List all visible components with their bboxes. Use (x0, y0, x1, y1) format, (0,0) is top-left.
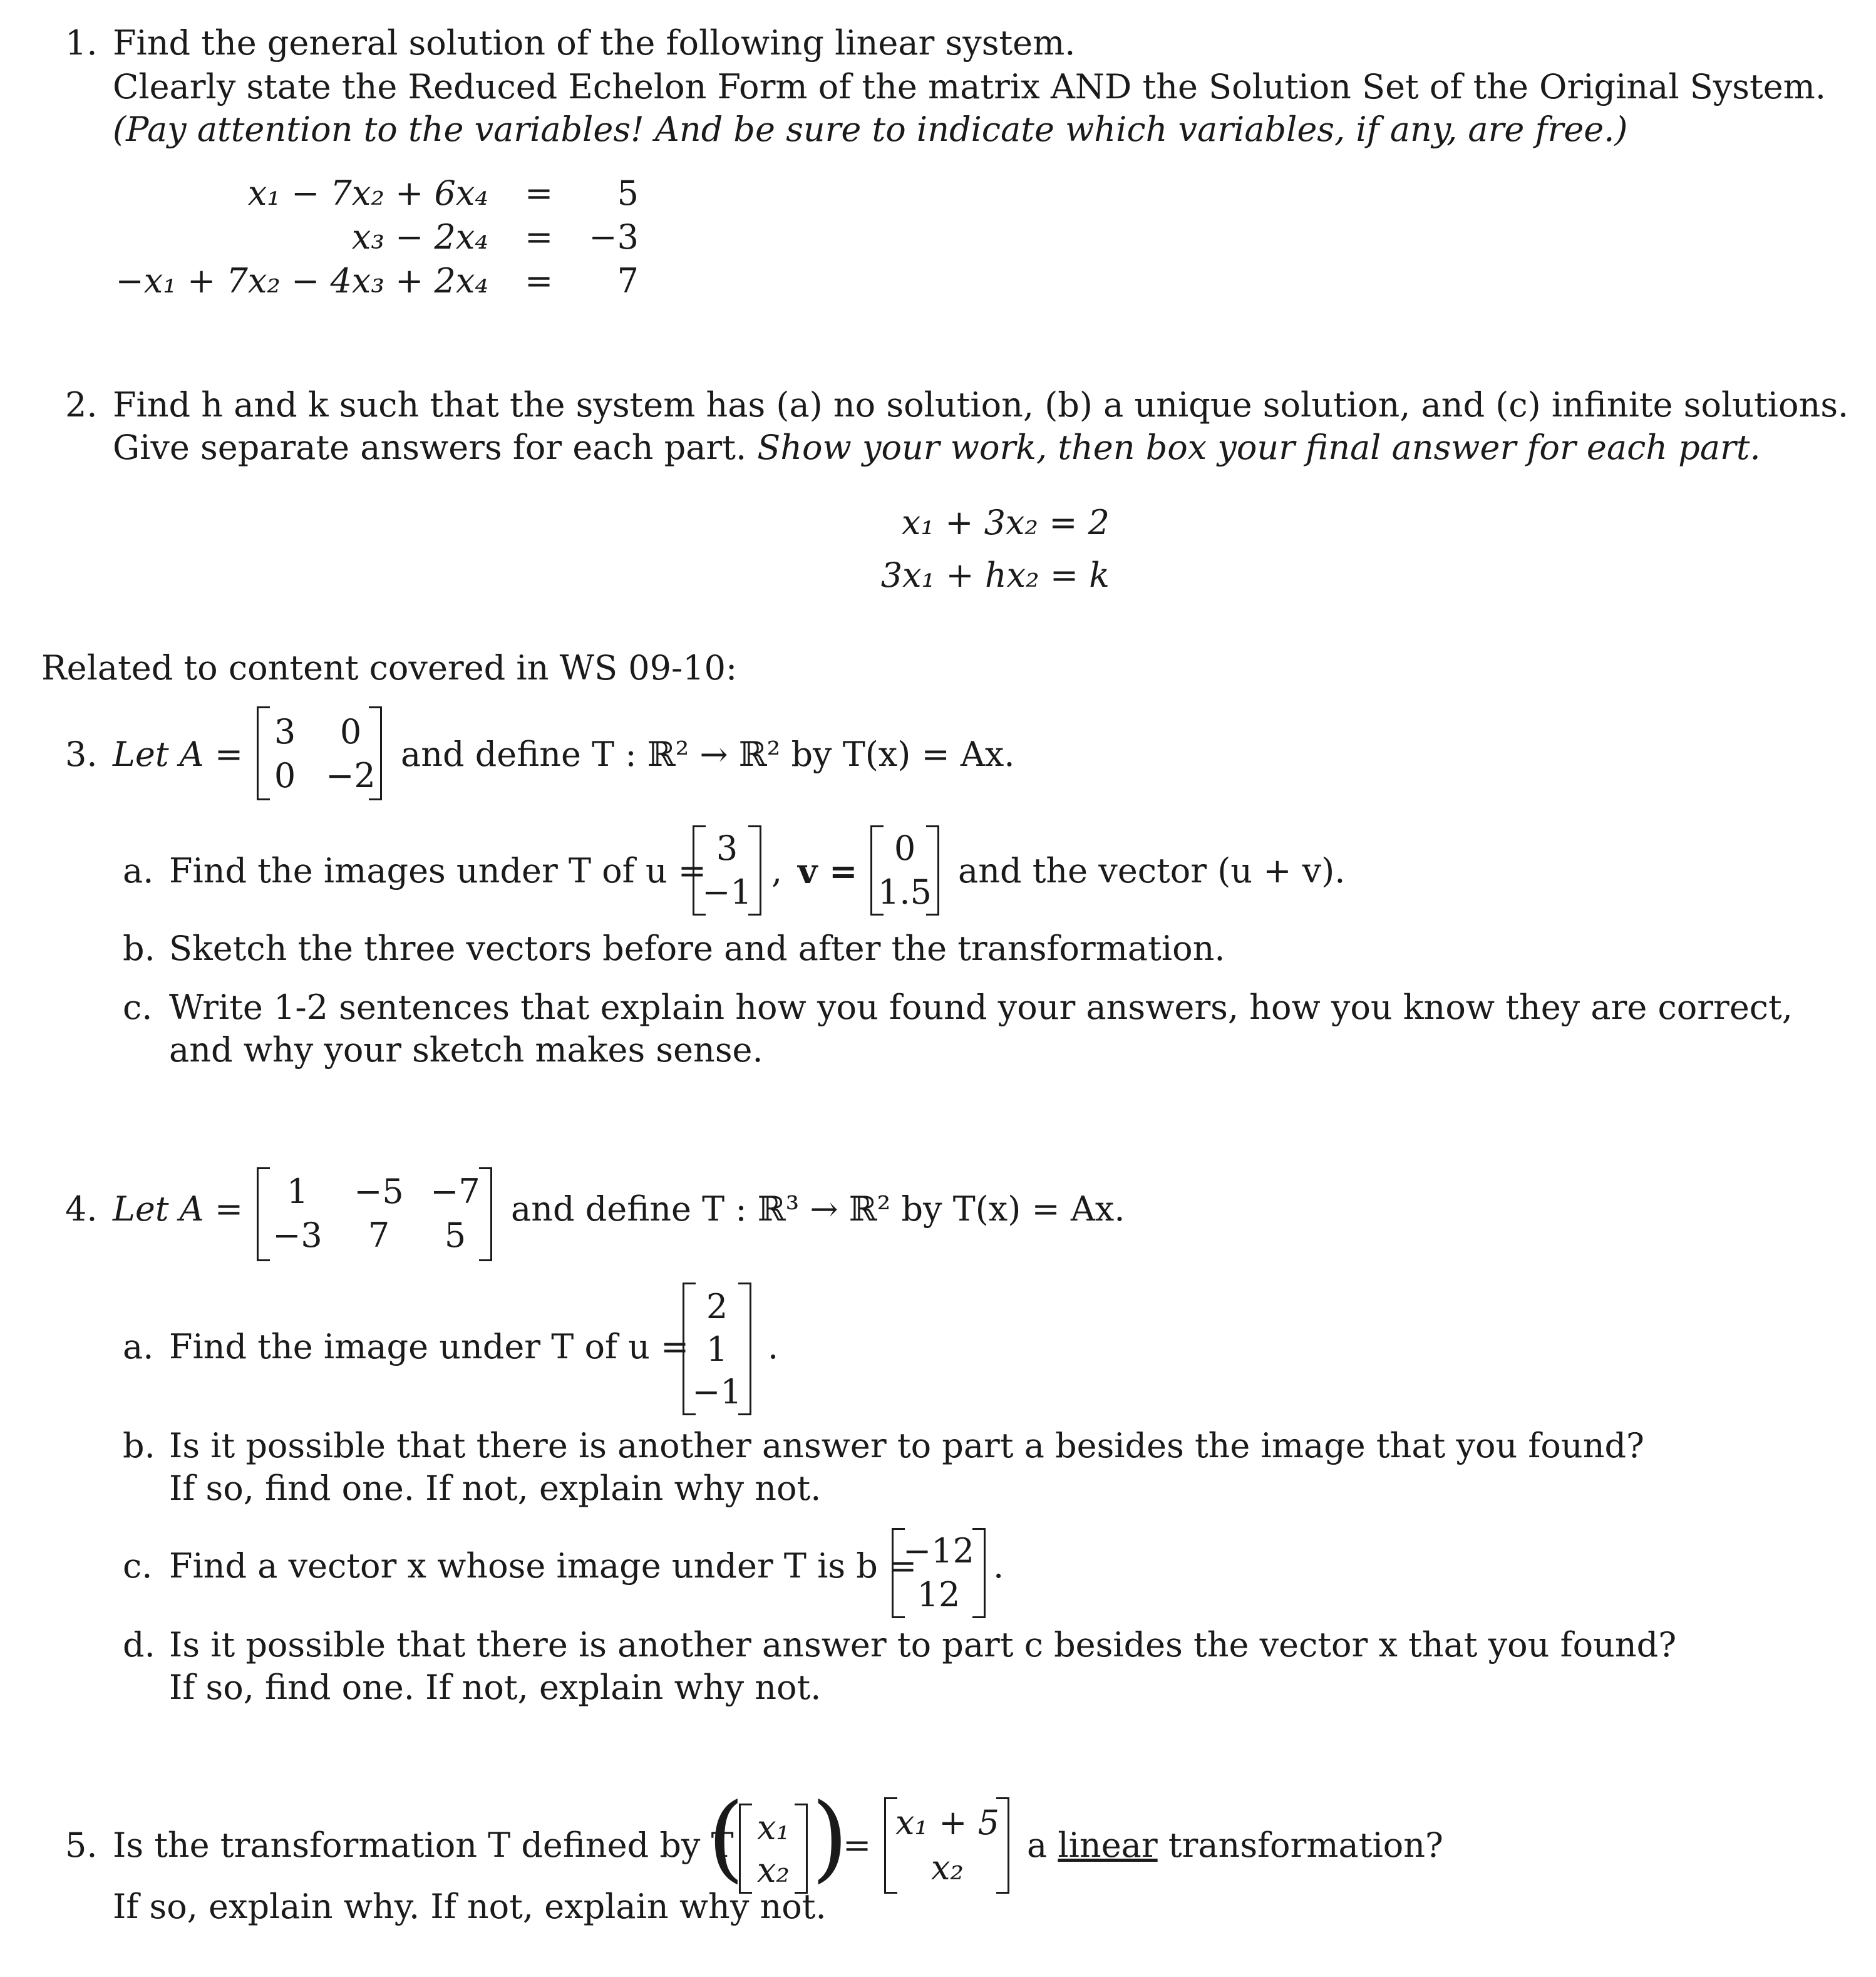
q4-matrix-cell: 7 (368, 1216, 390, 1255)
q4-u-cell: −1 (692, 1372, 742, 1412)
q1-eq2-lhs: x₃ − 2x₄ (351, 217, 488, 257)
q4c-period: . (993, 1546, 1004, 1586)
q3-matrix-cell: 3 (274, 712, 296, 751)
q4c-text: Find a vector x whose image under T is b = (169, 1546, 917, 1586)
q4-b-vector (892, 1528, 986, 1618)
q1-eq1-lhs: x₁ − 7x₂ + 6x₄ (247, 173, 488, 213)
q5-number: 5. (65, 1825, 98, 1865)
q3a-text1: Find the images under T of u = (169, 851, 707, 890)
q5-output-cell: x₁ + 5 (895, 1803, 1000, 1842)
q4-matrix-cell: 5 (444, 1216, 466, 1255)
q1-eq3-equals: = (525, 261, 554, 301)
q5-input-cell: x₁ (756, 1808, 790, 1847)
q3b-prefix: b. (123, 929, 155, 968)
related-heading: Related to content covered in WS 09-10: (41, 648, 738, 688)
q4-b-cell: 12 (917, 1575, 961, 1614)
q5-input-vector (739, 1804, 808, 1894)
q2-line2-normal: Give separate answers for each part. (113, 428, 747, 467)
q4-define: and define T : ℝ³ → ℝ² by T(x) = Ax. (511, 1189, 1125, 1229)
q3-v-cell: 1.5 (878, 872, 932, 912)
q4-matrix-cell: −3 (272, 1216, 322, 1255)
q5-right-paren: ) (812, 1783, 848, 1892)
q3a-text2: and the vector (u + v). (958, 851, 1346, 890)
q5-text2-b: transformation? (1168, 1825, 1443, 1865)
q4-u-vector (683, 1283, 751, 1415)
q4d-prefix: d. (123, 1625, 155, 1665)
q4d-line2: If so, find one. If not, explain why not. (169, 1668, 822, 1707)
q3a-prefix: a. (123, 851, 154, 890)
q3b-text: Sketch the three vectors before and after the transformation. (169, 929, 1225, 968)
q1-eq3-rhs: 7 (617, 261, 639, 301)
q1-eq2-equals: = (525, 217, 554, 257)
q1-line1: Find the general solution of the following linear system. (113, 23, 1076, 63)
q1-line2: Clearly state the Reduced Echelon Form of the matrix AND the Solution Set of the Original System. (113, 67, 1827, 106)
q2-eq2: 3x₁ + hx₂ = k (880, 555, 1110, 595)
q4-u-cell: 1 (706, 1329, 728, 1369)
q1-number: 1. (65, 23, 98, 63)
q3-matrix-cell: 0 (339, 712, 362, 751)
q3-matrix-left-bracket (257, 706, 270, 800)
q5-text2 (1027, 1825, 1443, 1865)
q1-line3: (Pay attention to the variables! And be sure to indicate which variables, if any, are free.) (113, 110, 1628, 149)
q3a-v-label: v = (798, 851, 858, 891)
q4d-line1: Is it possible that there is another answer to part c besides the vector x that you found? (169, 1625, 1677, 1665)
q1-eq3-lhs: −x₁ + 7x₂ − 4x₃ + 2x₄ (115, 261, 488, 301)
q3-u-cell: 3 (716, 828, 738, 868)
q5-text1: Is the transformation T defined by T (113, 1825, 734, 1865)
q5-output-cell: x₂ (930, 1848, 964, 1887)
q3-matrix-cell: −2 (326, 756, 376, 795)
q3a-comma: , (771, 851, 783, 890)
q4a-text: Find the image under T of u = (169, 1327, 689, 1366)
q4-matrix-cell: 1 (286, 1172, 309, 1211)
q4-b-cell: −12 (903, 1531, 974, 1571)
q4-number: 4. (65, 1189, 98, 1229)
q3-u-cell: −1 (702, 872, 752, 912)
q5-equals: = (843, 1825, 872, 1865)
q5-linear-underlined: linear (1058, 1825, 1158, 1865)
q5-input-cell: x₂ (756, 1851, 790, 1890)
q2-line1: Find h and k such that the system has (a) no solution, (b) a unique solution, and (c) infinite solutions. (113, 385, 1849, 425)
q1-eq1-rhs: 5 (617, 173, 639, 213)
q4c-prefix: c. (123, 1546, 153, 1586)
q4b-line2: If so, find one. If not, explain why not. (169, 1469, 822, 1508)
q1-eq1-equals: = (525, 173, 554, 213)
q3-matrix-cell: 0 (274, 756, 296, 795)
q5-line2: If so, explain why. If not, explain why not. (113, 1887, 827, 1926)
q3-define: and define T : ℝ² → ℝ² by T(x) = Ax. (401, 735, 1015, 774)
q3-let: Let A = (113, 735, 244, 774)
q5-text2-a: a (1027, 1825, 1048, 1865)
q4b-line1: Is it possible that there is another answer to part a besides the image that you found? (169, 1426, 1644, 1465)
q3-v-cell: 0 (894, 828, 916, 868)
q3-number: 3. (65, 735, 98, 774)
q4-matrix-left-bracket (257, 1167, 270, 1261)
q3-u-vector (693, 825, 761, 916)
q4a-period: . (768, 1327, 779, 1366)
q3c-prefix: c. (123, 988, 153, 1027)
q4b-prefix: b. (123, 1426, 155, 1465)
q2-number: 2. (65, 385, 98, 425)
q3c-line2: and why your sketch makes sense. (169, 1030, 763, 1070)
q4-matrix-cell: −7 (430, 1172, 480, 1211)
q3-matrix-a (257, 706, 382, 800)
q2-eq1: x₁ + 3x₂ = 2 (901, 503, 1110, 542)
q5-output-vector (884, 1797, 1009, 1894)
q1-eq2-rhs: −3 (589, 217, 639, 257)
q2-line2-italic: Show your work, then box your final answer for each part. (757, 428, 1761, 467)
q4-matrix-cell: −5 (354, 1172, 404, 1211)
q4-u-cell: 2 (706, 1287, 728, 1326)
q2-line2 (113, 428, 1761, 467)
q4-let: Let A = (113, 1189, 244, 1229)
q3-v-vector (870, 825, 939, 916)
q5-left-paren: ( (708, 1783, 745, 1892)
q3c-line1: Write 1-2 sentences that explain how you found your answers, how you know they are correct, (169, 988, 1793, 1027)
q4-matrix-a (257, 1167, 492, 1261)
q4a-prefix: a. (123, 1327, 154, 1366)
